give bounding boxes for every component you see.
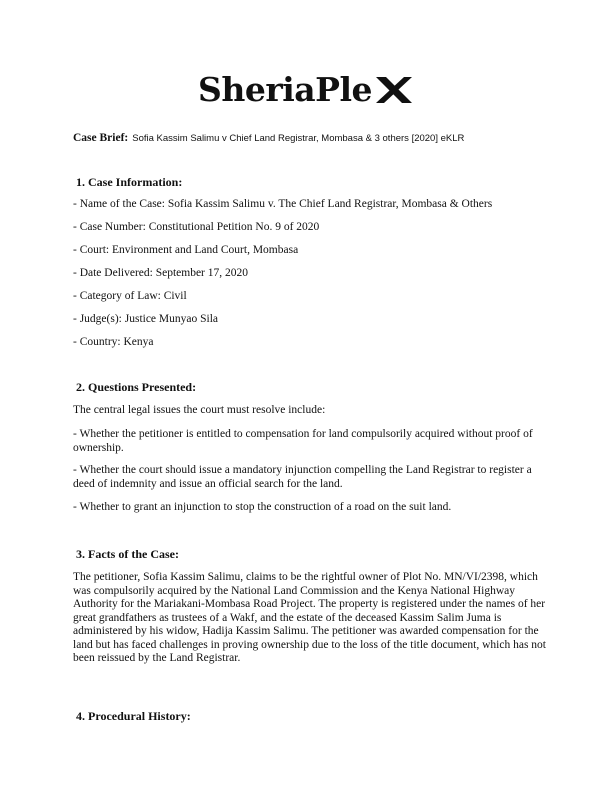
section-heading-case-information: 1. Case Information: bbox=[76, 175, 183, 189]
case-brief-text: Sofia Kassim Salimu v Chief Land Registrar, Mombasa & 3 others [2020] eKLR bbox=[132, 133, 465, 144]
case-brief-label: Case Brief: bbox=[73, 132, 129, 144]
section-heading-questions-presented: 2. Questions Presented: bbox=[76, 380, 197, 394]
case-info-item: - Date Delivered: September 17, 2020 bbox=[73, 267, 248, 279]
case-brief-line bbox=[73, 128, 464, 146]
question-item: - Whether to grant an injunction to stop the construction of a road on the suit land. bbox=[73, 501, 452, 513]
case-info-item: - Judge(s): Justice Munyao Sila bbox=[73, 313, 219, 325]
question-item: - Whether the petitioner is entitled to compensation for land compulsorily acquired without proof of ownership. bbox=[73, 428, 533, 454]
x-logo-icon bbox=[374, 75, 414, 105]
case-info-item: - Country: Kenya bbox=[73, 336, 154, 348]
case-info-item: - Court: Environment and Land Court, Mombasa bbox=[73, 244, 299, 256]
logo-text: SheriaPle bbox=[198, 70, 372, 109]
case-info-item: - Name of the Case: Sofia Kassim Salimu v. The Chief Land Registrar, Mombasa & Others bbox=[73, 198, 493, 210]
case-info-item: - Category of Law: Civil bbox=[73, 290, 187, 302]
section-heading-facts: 3. Facts of the Case: bbox=[76, 547, 179, 561]
questions-intro: The central legal issues the court must resolve include: bbox=[73, 404, 326, 416]
question-item: - Whether the court should issue a mandatory injunction compelling the Land Registrar to register a deed of indemnity and issue an official search for the land. bbox=[73, 464, 532, 490]
section-heading-procedural-history: 4. Procedural History: bbox=[76, 709, 191, 723]
sheriaplex-logo bbox=[0, 70, 612, 109]
facts-paragraph: The petitioner, Sofia Kassim Salimu, claims to be the rightful owner of Plot No. MN/VI/2398, which was compulsorily acquired by the National Land Commission and the Kenya National Highway Authority for the Mariakani-Mombasa Road Project. The property is registered under the names of her great grandfathers as trustees of a Wakf, and the estate of the deceased Kassim Salim Juma is administered by his widow, Hadija Kassim Salimu. The petitioner was awarded compensation for the land but has faced challenges in proving ownership due to the loss of the title document, which has not been reissued by the Land Registrar. bbox=[73, 571, 546, 664]
case-info-item: - Case Number: Constitutional Petition No. 9 of 2020 bbox=[73, 221, 320, 233]
